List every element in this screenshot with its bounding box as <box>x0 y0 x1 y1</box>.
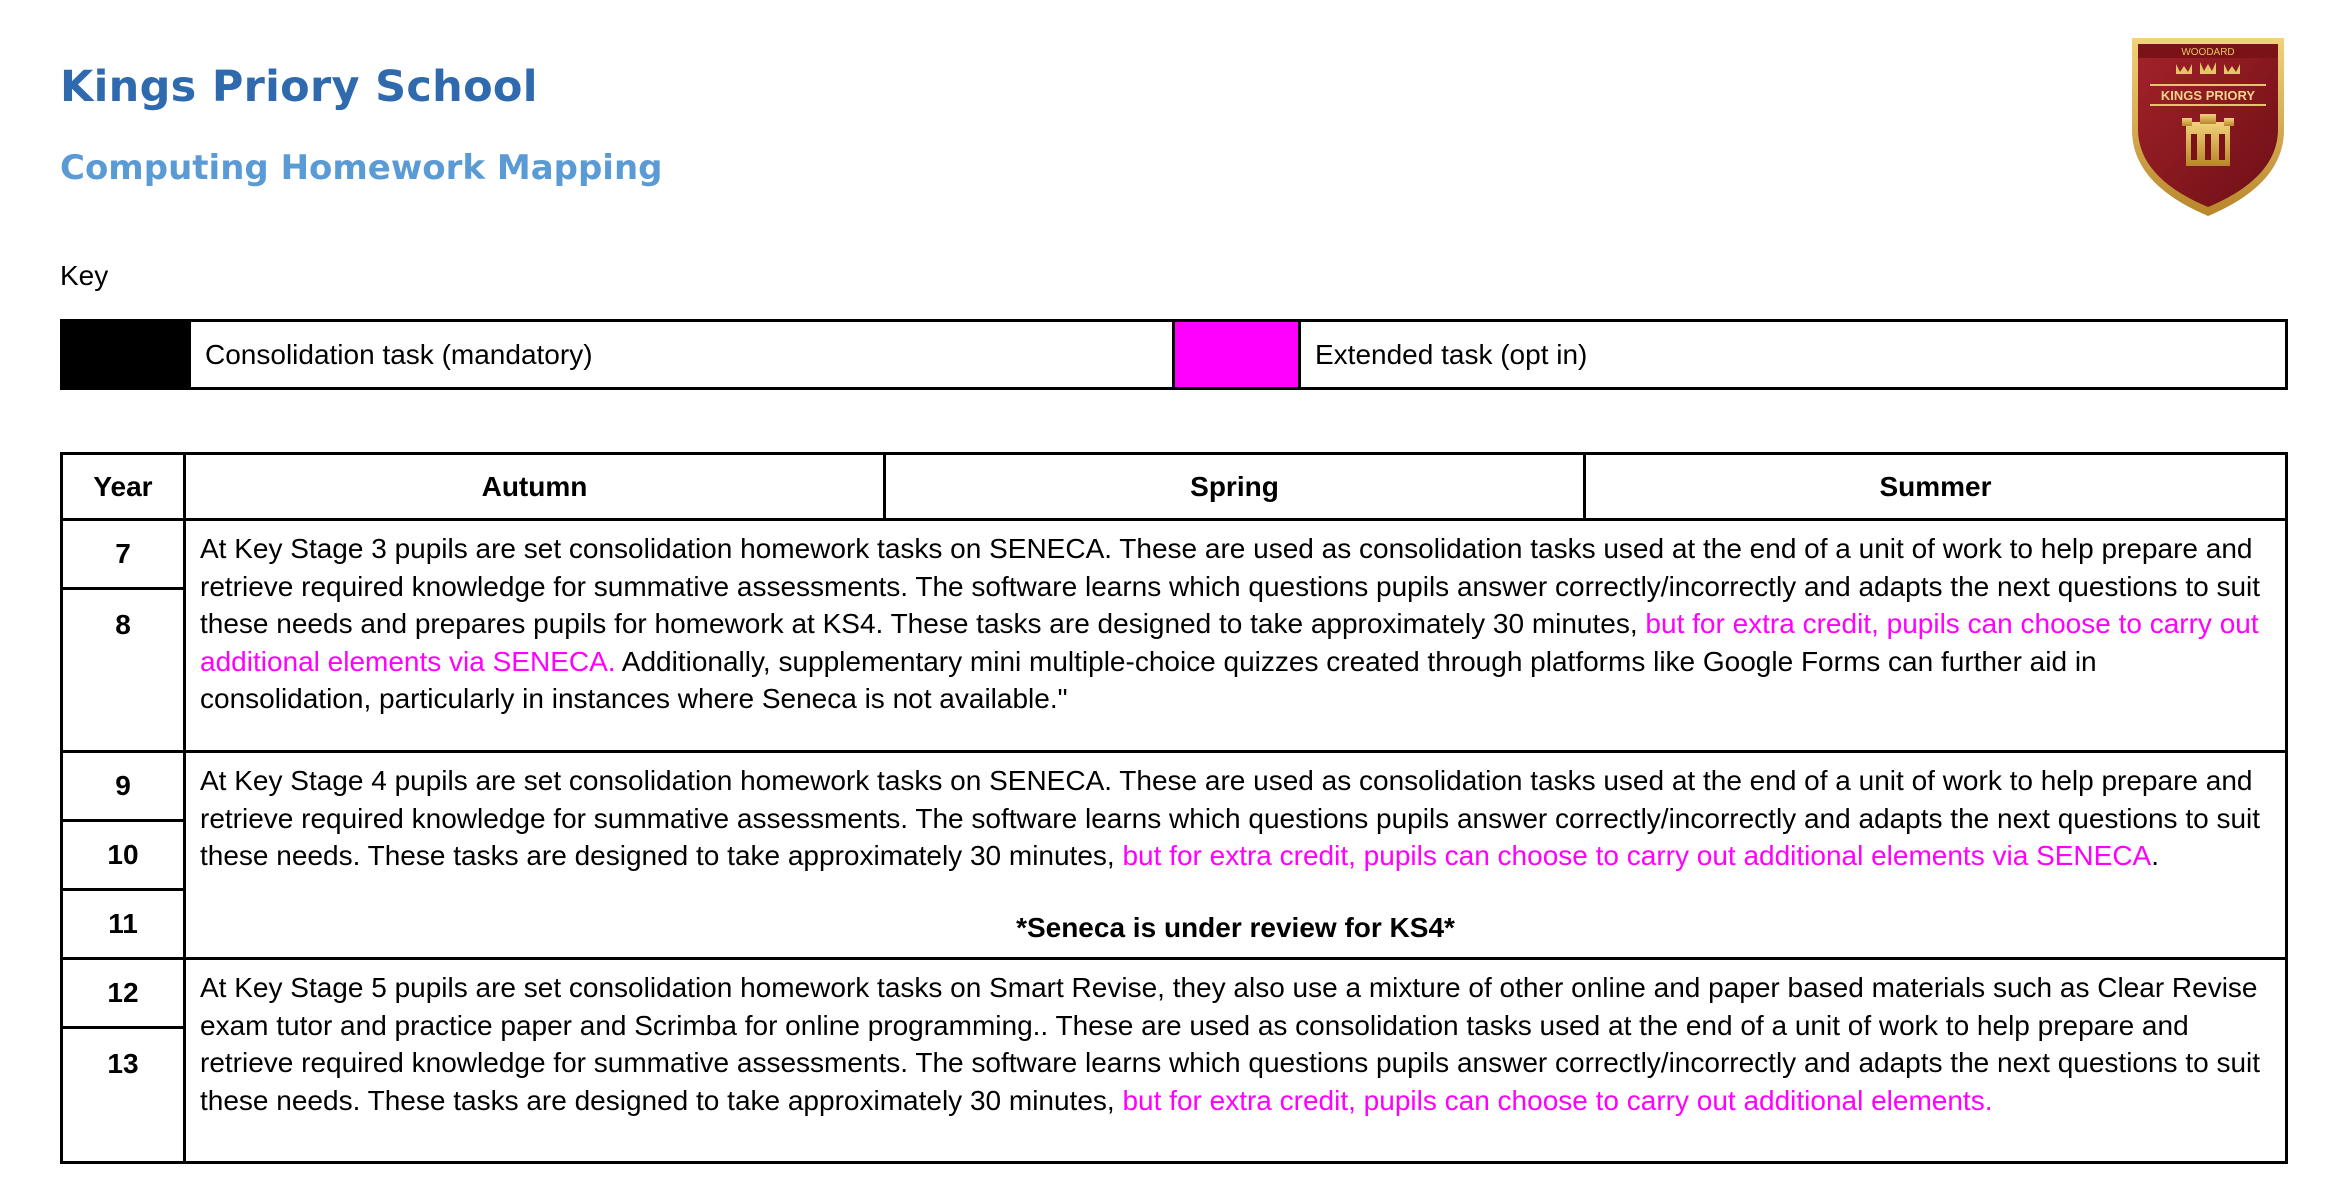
year-cell: 11 <box>62 890 185 959</box>
ks4-extended-text: but for extra credit, pupils can choose to carry out additional elements via SENECA <box>1122 840 2152 871</box>
consolidation-key-label: Consolidation task (mandatory) <box>190 321 1174 389</box>
homework-mapping-table <box>60 452 2288 1164</box>
consolidation-color-swatch <box>62 321 190 389</box>
extended-key-label: Extended task (opt in) <box>1300 321 2287 389</box>
page-subtitle: Computing Homework Mapping <box>60 148 663 188</box>
ks4-review-note: *Seneca is under review for KS4* <box>1016 911 1455 943</box>
ks5-extended-text: but for extra credit, pupils can choose to carry out additional elements. <box>1122 1084 1993 1116</box>
year-cell: 7 <box>62 520 185 589</box>
header-year: Year <box>62 454 185 520</box>
ks3-extended-text: but for extra credit, pupils can choose to carry out additional elements via SENECA. <box>200 608 2259 677</box>
ks4-description <box>185 752 2287 959</box>
table-row <box>62 520 2287 589</box>
ks5-description <box>185 959 2287 1163</box>
ks4-consolidation-text: At Key Stage 4 pupils are set consolidation homework tasks on SENECA. These are used as consolidation tasks used at the end of a unit of work to help prepare and retrieve required knowledge for summative assessments. The software learns which questions pupils answer correctly/incorrectly and adapts the next questions to suit these needs. These tasks are designed to take approximately 30 minutes, <box>200 765 2261 871</box>
ks5-consolidation-text: At Key Stage 5 pupils are set consolidation homework tasks on Smart Revise, they also use a mixture of other online and paper based materials such as Clear Revise exam tutor and practice paper and Scrimba for online programming.. These are used as consolidation tasks used at the end of a unit of work to help prepare and retrieve required knowledge for summative assessments. The software learns which questions pupils answer correctly/incorrectly and adapts the next questions to suit these needs. These tasks are designed to take approximately 30 minutes, <box>200 972 2261 1116</box>
year-cell: 9 <box>62 752 185 821</box>
year-cell: 12 <box>62 959 185 1028</box>
header-autumn: Autumn <box>185 454 885 520</box>
year-cell: 8 <box>62 589 185 752</box>
ks3-consolidation-text: At Key Stage 3 pupils are set consolidation homework tasks on SENECA. These are used as consolidation tasks used at the end of a unit of work to help prepare and retrieve required knowledge for summative assessments. The software learns which questions pupils answer correctly/incorrectly and adapts the next questions to suit these needs and prepares pupils for homework at KS4. These tasks are designed to take approximately 30 minutes, <box>200 533 2261 639</box>
year-cell: 13 <box>62 1028 185 1163</box>
key-label: Key <box>60 260 109 291</box>
ks3-description <box>185 520 2287 752</box>
table-row <box>62 959 2287 1028</box>
ks3-additional-text: Additionally, supplementary mini multiple-choice quizzes created through platforms like Google Forms can further aid in consolidation, particularly in instances where Seneca is not available." <box>200 645 2097 714</box>
header-summer: Summer <box>1585 454 2287 520</box>
page-title: Kings Priory School <box>60 62 538 112</box>
header-spring: Spring <box>885 454 1585 520</box>
logo-top-text: WOODARD <box>2181 47 2235 58</box>
ks4-after-text: . <box>2151 840 2159 871</box>
key-legend-table <box>60 319 2288 390</box>
year-cell: 10 <box>62 821 185 890</box>
school-crest-logo <box>2128 34 2288 220</box>
table-row <box>62 752 2287 821</box>
extended-color-swatch <box>1174 321 1300 389</box>
table-header-row <box>62 454 2287 520</box>
logo-name-text: KINGS PRIORY <box>2160 88 2256 103</box>
